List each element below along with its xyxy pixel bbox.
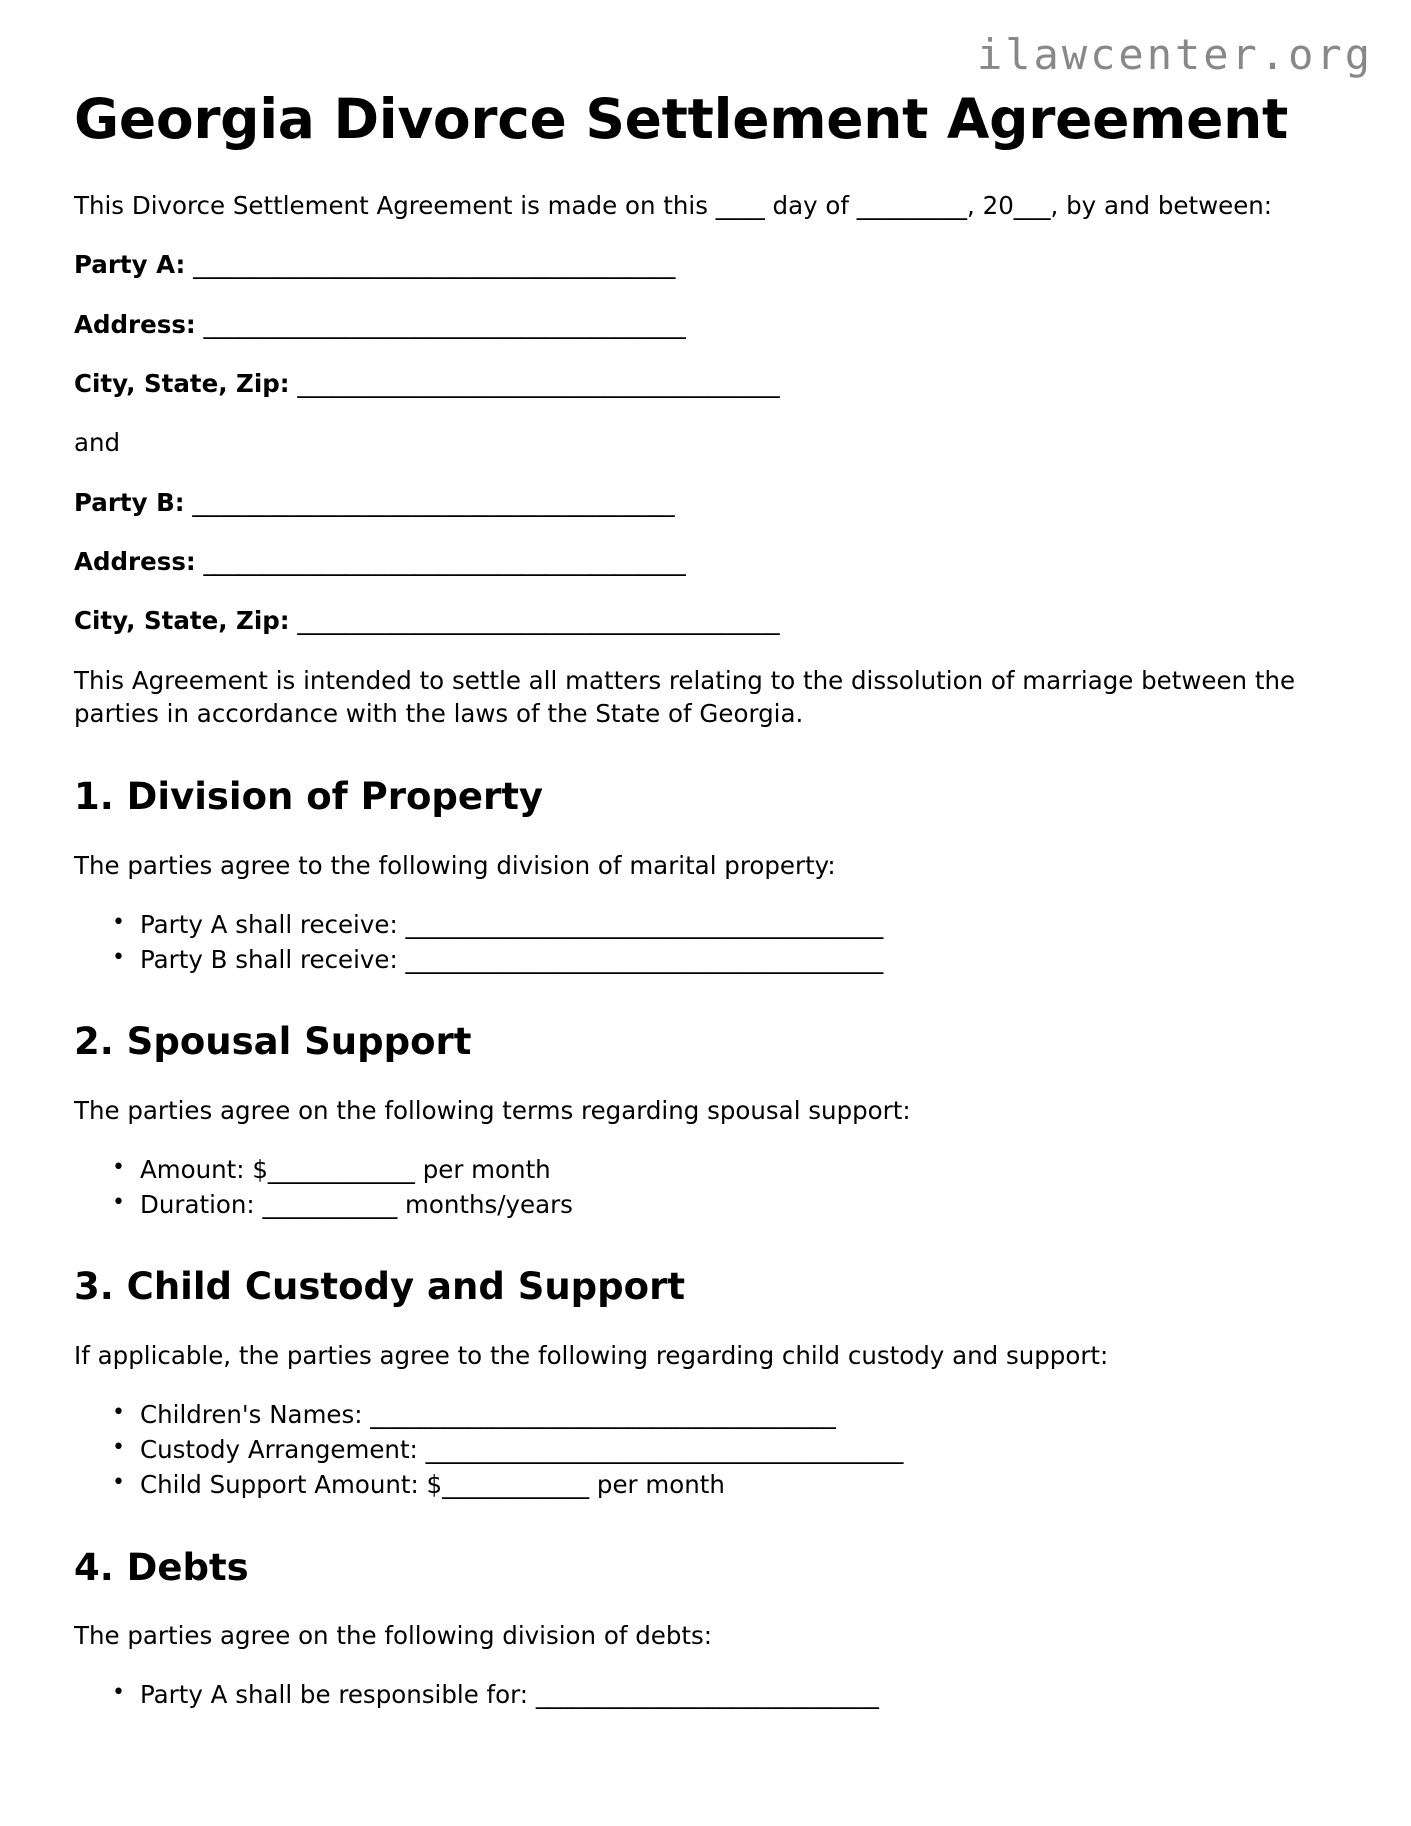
field-party-a-address-blank: _________________________________________ xyxy=(203,309,686,339)
field-party-a-address xyxy=(74,308,1319,342)
field-party-b-blank: _________________________________________ xyxy=(192,487,675,517)
bullet-list-debts xyxy=(74,1679,1319,1711)
field-party-b xyxy=(74,486,1319,520)
field-party-b-address-label: Address: xyxy=(74,546,196,576)
list-item: • Party A shall be responsible for: ____________________________ xyxy=(140,1679,1319,1711)
list-item: • Children's Names: ______________________________________ xyxy=(140,1399,1319,1431)
field-party-b-label: Party B: xyxy=(74,487,185,517)
field-party-b-address xyxy=(74,545,1319,579)
field-party-a-address-label: Address: xyxy=(74,309,196,339)
intro-paragraph: This Divorce Settlement Agreement is made on this ____ day of _________, 20___, by and between: xyxy=(74,190,1273,220)
section-heading-child-custody: 3. Child Custody and Support xyxy=(74,1265,686,1309)
list-item: • Custody Arrangement: _______________________________________ xyxy=(140,1434,1319,1466)
bullet-list-spousal-support xyxy=(74,1154,1319,1222)
section-lead-spousal-support: The parties agree on the following terms regarding spousal support: xyxy=(74,1095,911,1125)
bullet-list-child-custody xyxy=(74,1399,1319,1502)
field-party-a xyxy=(74,248,1319,282)
section-heading-division-of-property: 1. Division of Property xyxy=(74,775,544,819)
parties-conjunction: and xyxy=(74,428,121,458)
list-item: • Amount: $____________ per month xyxy=(140,1154,1319,1186)
field-party-b-city xyxy=(74,604,1319,638)
list-item: • Child Support Amount: $____________ per month xyxy=(140,1469,1319,1501)
field-party-b-city-blank: _________________________________________ xyxy=(297,606,780,636)
page-title: Georgia Divorce Settlement Agreement xyxy=(74,87,1288,151)
field-party-a-blank: _________________________________________ xyxy=(193,250,675,280)
section-lead-child-custody: If applicable, the parties agree to the following regarding child custody and support: xyxy=(74,1341,1109,1371)
section-heading-debts: 4. Debts xyxy=(74,1545,249,1589)
list-item: • Party A shall receive: _______________________________________ xyxy=(140,909,1319,941)
site-watermark: ilawcenter.org xyxy=(976,30,1373,79)
document-content xyxy=(74,88,1319,1720)
section-lead-division-of-property: The parties agree to the following division of marital property: xyxy=(74,850,836,880)
field-party-a-city xyxy=(74,367,1319,401)
field-party-b-city-label: City, State, Zip: xyxy=(74,606,290,636)
bullet-list-division-of-property xyxy=(74,909,1319,977)
section-heading-spousal-support: 2. Spousal Support xyxy=(74,1020,472,1064)
purpose-paragraph: This Agreement is intended to settle all matters relating to the dissolution of marriage between the parties in accordance with the laws of the State of Georgia. xyxy=(74,665,1296,729)
field-party-a-label: Party A: xyxy=(74,250,186,280)
list-item: • Party B shall receive: _______________________________________ xyxy=(140,944,1319,976)
field-party-b-address-blank: _________________________________________ xyxy=(203,546,686,576)
list-item: • Duration: ___________ months/years xyxy=(140,1189,1319,1221)
field-party-a-city-label: City, State, Zip: xyxy=(74,369,290,399)
section-lead-debts: The parties agree on the following division of debts: xyxy=(74,1621,713,1651)
field-party-a-city-blank: _________________________________________ xyxy=(297,369,780,399)
